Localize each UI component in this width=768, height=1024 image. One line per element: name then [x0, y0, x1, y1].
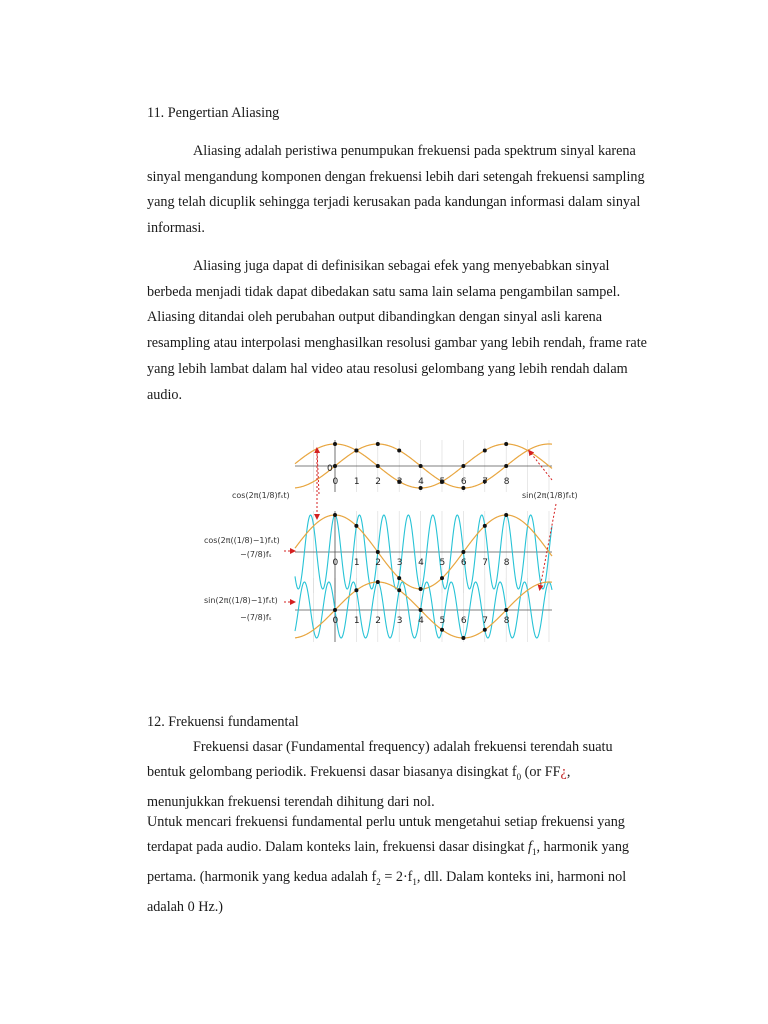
tick-label: 3 [396, 616, 403, 626]
sample-point [376, 442, 380, 446]
tick-label: 2 [375, 558, 382, 568]
tick-label: 1 [353, 616, 360, 626]
sample-point [333, 464, 337, 468]
sample-point [354, 448, 358, 452]
aliasing-figure [200, 432, 578, 642]
tick-label: 8 [503, 558, 510, 568]
cos-alias-sub-label: −(7/8)fₛ [240, 550, 272, 559]
tick-label: 2 [375, 616, 382, 626]
tick-label: 1 [353, 477, 360, 487]
tick-label: 5 [439, 477, 446, 487]
aliasing-waveform-diagram [200, 432, 578, 642]
tick-label: 7 [482, 477, 489, 487]
tick-label: 6 [460, 558, 467, 568]
sample-point [504, 608, 508, 612]
tick-label: 0 [332, 558, 339, 568]
sample-point [354, 588, 358, 592]
sample-point [461, 464, 465, 468]
tick-label: 0 [332, 616, 339, 626]
sample-point [376, 580, 380, 584]
sample-point [376, 550, 380, 554]
section-11-paragraph-1: Aliasing adalah peristiwa penumpukan frekuensi pada spektrum sinyal karena sinyal mengandung komponen dengan frekuensi lebih dari setengah frekuensi sampling yang telah dicuplik sehingga terjadi kerusakan pada kandungan informasi dalam sinyal informasi. [147, 143, 645, 237]
sample-point [419, 587, 423, 591]
section-11-paragraph-2: Aliasing juga dapat di definisikan sebagai efek yang menyebabkan sinyal berbeda menjadi tidak dapat dibedakan satu sama lain selama pengambilan sampel. Aliasing ditandai oleh perubahan output dibandingkan dengan sinyal asli karena resampling atau interpolasi menghasilkan resolusi gambar yang lebih rendah, frame rate yang lebih lambat dalam hal video atau resolusi gelombang yang lebih rendah dalam audio. [147, 258, 647, 403]
sin-formula-label: sin(2π(1/8)fₛt) [522, 491, 578, 500]
tick-label: 4 [418, 616, 424, 626]
tick-label: 5 [439, 616, 446, 626]
cos-alias-formula-label: cos(2π((1/8)−1)fₛt) [204, 536, 280, 545]
sin-alias-sub-label: −(7/8)fₛ [240, 613, 272, 622]
tick-label: 7 [482, 558, 489, 568]
tick-label: 1 [353, 558, 360, 568]
sample-point [397, 588, 401, 592]
tick-label: 3 [396, 477, 403, 487]
arrow-sin-to-bottom [540, 504, 556, 588]
cos-formula-label: cos(2π(1/8)fₛt) [232, 491, 290, 500]
sample-point [354, 524, 358, 528]
section-11-title: 11. Pengertian Aliasing [147, 105, 280, 121]
tick-label: 3 [396, 558, 403, 568]
section-12-title: 12. Frekuensi fundamental [147, 714, 299, 730]
sample-point [397, 576, 401, 580]
sin-alias-formula-label: sin(2π((1/8)−1)fₛt) [204, 596, 278, 605]
sample-point [504, 513, 508, 517]
sample-point [333, 513, 337, 517]
zero-label: 0 [327, 464, 333, 474]
sample-point [376, 464, 380, 468]
sample-point [504, 464, 508, 468]
inverted-question-symbol: ¿ [560, 764, 567, 780]
sample-point [461, 550, 465, 554]
tick-label: 8 [503, 477, 510, 487]
sample-point [461, 636, 465, 640]
tick-label: 4 [418, 558, 424, 568]
section-12-paragraph-1: Frekuensi dasar (Fundamental frequency) adalah frekuensi terendah suatu bentuk gelombang periodik. Frekuensi dasar biasanya disingkat $f_0$ (or FF¿, menunjukkan frekuensi terendah dihitung dari nol. [147, 739, 613, 810]
sample-point [483, 448, 487, 452]
tick-label: 0 [332, 477, 339, 487]
sample-point [419, 464, 423, 468]
tick-label: 6 [460, 616, 467, 626]
tick-label: 8 [503, 616, 510, 626]
tick-label: 4 [418, 477, 424, 487]
tick-label: 2 [375, 477, 382, 487]
sample-point [483, 628, 487, 632]
tick-label: 7 [482, 616, 489, 626]
tick-label: 5 [439, 558, 446, 568]
sample-point [483, 524, 487, 528]
sample-point [440, 628, 444, 632]
tick-label: 6 [460, 477, 467, 487]
sample-point [504, 442, 508, 446]
sample-point [397, 448, 401, 452]
sample-point [440, 576, 444, 580]
sample-point [333, 442, 337, 446]
sample-point [419, 608, 423, 612]
sample-point [333, 608, 337, 612]
section-12-paragraph-2: Untuk mencari frekuensi fundamental perlu untuk mengetahui setiap frekuensi yang terdapat pada audio. Dalam konteks lain, frekuensi dasar disingkat $f_1$, harmonik yang pertama. (harmonik yang kedua adalah $f_2 = 2\cdot f_1$, dll. Dalam konteks ini, harmoni nol adalah 0 Hz.) [147, 814, 630, 915]
